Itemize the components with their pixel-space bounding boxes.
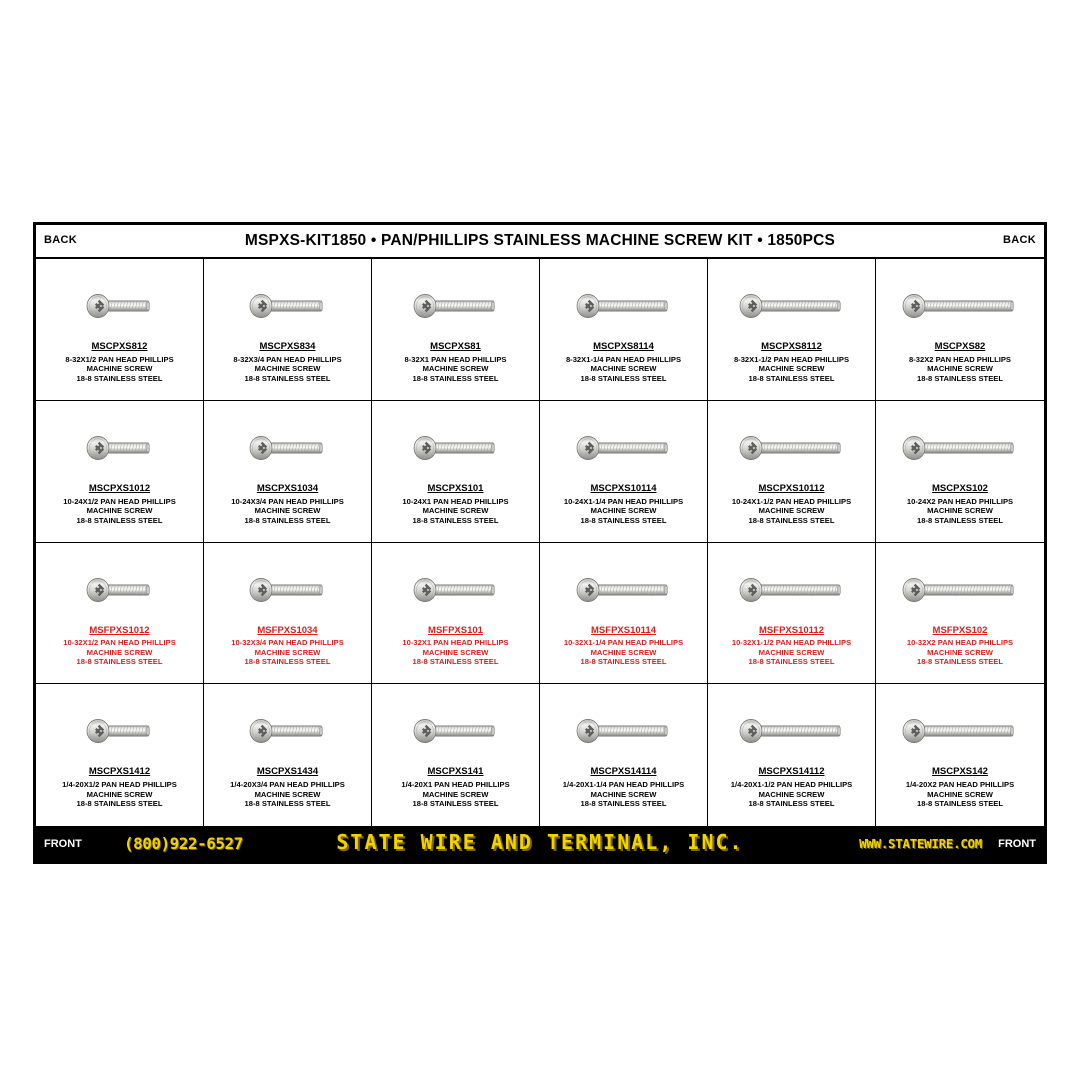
company-name: STATE WIRE AND TERMINAL, INC. <box>336 830 744 854</box>
part-number: MSFPXS10114 <box>591 624 656 636</box>
screw-image <box>410 433 502 463</box>
part-number: MSCPXS14112 <box>758 766 825 778</box>
screw-image <box>899 716 1021 746</box>
screw-image <box>83 291 157 321</box>
screw-image <box>573 716 675 746</box>
part-description-line1: 10-24X1-1/2 PAN HEAD PHILLIPS <box>731 496 852 506</box>
part-description-line2: MACHINE SCREW <box>86 647 153 657</box>
screw-cell <box>372 543 540 685</box>
screw-cell <box>372 401 540 543</box>
part-description-line2: MACHINE SCREW <box>758 506 825 516</box>
part-description-line1: 10-32X3/4 PAN HEAD PHILLIPS <box>231 638 344 648</box>
part-number: MSCPXS82 <box>934 341 986 352</box>
screw-graphic <box>708 413 875 483</box>
part-description-line3: 18-8 STAINLESS STEEL <box>244 373 331 383</box>
part-description-line3: 18-8 STAINLESS STEEL <box>76 373 163 383</box>
part-description-line3: 18-8 STAINLESS STEEL <box>580 373 667 383</box>
part-description-line2: MACHINE SCREW <box>590 789 657 799</box>
screw-graphic <box>36 696 203 766</box>
screw-image <box>899 291 1021 321</box>
screw-cell <box>372 259 540 401</box>
part-description-line1: 8-32X1/2 PAN HEAD PHILLIPS <box>65 354 174 364</box>
screw-cell <box>708 401 876 543</box>
screw-image <box>573 433 675 463</box>
screw-graphic <box>204 271 371 341</box>
part-description-line2: MACHINE SCREW <box>927 364 993 374</box>
part-description-line3: 18-8 STAINLESS STEEL <box>917 799 1003 809</box>
screw-image <box>83 433 157 463</box>
part-number: MSFPXS101 <box>428 624 483 636</box>
screw-graphic <box>708 271 875 341</box>
part-description-line2: MACHINE SCREW <box>422 647 489 657</box>
part-description-line1: 10-24X2 PAN HEAD PHILLIPS <box>906 496 1014 506</box>
screw-grid <box>36 259 1044 826</box>
screw-cell <box>876 684 1044 826</box>
screw-image <box>736 575 848 605</box>
screw-info <box>708 483 875 525</box>
screw-image <box>410 716 502 746</box>
screw-cell <box>36 684 204 826</box>
screw-cell <box>708 259 876 401</box>
screw-cell <box>876 543 1044 685</box>
screw-graphic <box>876 271 1044 341</box>
part-description-line3: 18-8 STAINLESS STEEL <box>748 515 835 525</box>
part-description-line2: MACHINE SCREW <box>422 364 489 374</box>
screw-graphic <box>876 555 1044 625</box>
part-description-line1: 1/4-20X1 PAN HEAD PHILLIPS <box>401 780 510 790</box>
screw-info <box>876 766 1044 808</box>
screw-info <box>540 341 707 383</box>
part-description-line3: 18-8 STAINLESS STEEL <box>412 657 499 667</box>
part-description-line3: 18-8 STAINLESS STEEL <box>748 799 835 809</box>
part-description-line3: 18-8 STAINLESS STEEL <box>580 657 667 667</box>
screw-info <box>204 625 371 667</box>
part-description-line3: 18-8 STAINLESS STEEL <box>76 799 163 809</box>
screw-cell <box>372 684 540 826</box>
screw-graphic <box>876 413 1044 483</box>
screw-info <box>876 625 1044 667</box>
screw-graphic <box>36 555 203 625</box>
part-description-line2: MACHINE SCREW <box>590 506 657 516</box>
screw-cell <box>204 543 372 685</box>
page-title: MSPXS-KIT1850 • PAN/PHILLIPS STAINLESS MACHINE SCREW KIT • 1850PCS <box>244 232 836 249</box>
screw-cell <box>204 684 372 826</box>
part-description-line2: MACHINE SCREW <box>86 789 153 799</box>
part-number: MSFPXS102 <box>932 624 988 636</box>
part-number: MSCPXS10112 <box>758 482 825 494</box>
part-description-line2: MACHINE SCREW <box>254 364 321 374</box>
part-description-line2: MACHINE SCREW <box>422 789 489 799</box>
screw-graphic <box>540 555 707 625</box>
part-description-line1: 1/4-20X1-1/2 PAN HEAD PHILLIPS <box>730 780 853 790</box>
screw-graphic <box>204 555 371 625</box>
part-description-line2: MACHINE SCREW <box>927 789 993 799</box>
part-description-line1: 8-32X2 PAN HEAD PHILLIPS <box>909 354 1011 364</box>
part-description-line1: 10-24X1 PAN HEAD PHILLIPS <box>402 496 509 506</box>
part-number: MSFPXS1034 <box>257 624 318 636</box>
part-description-line1: 1/4-20X1-1/4 PAN HEAD PHILLIPS <box>562 780 685 790</box>
part-description-line3: 18-8 STAINLESS STEEL <box>76 657 163 667</box>
part-number: MSFPXS10112 <box>759 624 824 636</box>
screw-info <box>708 625 875 667</box>
part-description-line1: 10-32X2 PAN HEAD PHILLIPS <box>906 638 1014 648</box>
part-description-line2: MACHINE SCREW <box>927 647 993 657</box>
part-number: MSCPXS1434 <box>256 766 319 778</box>
screw-graphic <box>540 696 707 766</box>
screw-graphic <box>372 413 539 483</box>
screw-info <box>36 341 203 383</box>
part-number: MSFPXS1012 <box>89 624 150 636</box>
screw-graphic <box>708 696 875 766</box>
screw-cell <box>708 543 876 685</box>
part-description-line3: 18-8 STAINLESS STEEL <box>917 515 1003 525</box>
part-description-line2: MACHINE SCREW <box>254 789 321 799</box>
part-description-line1: 8-32X3/4 PAN HEAD PHILLIPS <box>233 354 342 364</box>
part-description-line2: MACHINE SCREW <box>86 364 153 374</box>
website-url: WWW.STATEWIRE.COM <box>859 836 982 851</box>
screw-info <box>36 766 203 808</box>
screw-image <box>410 291 502 321</box>
screw-info <box>204 341 371 383</box>
label-footer <box>36 826 1044 862</box>
part-description-line3: 18-8 STAINLESS STEEL <box>917 657 1003 667</box>
part-number: MSCPXS8112 <box>761 341 822 352</box>
part-description-line3: 18-8 STAINLESS STEEL <box>412 373 499 383</box>
screw-info <box>372 483 539 525</box>
part-description-line1: 1/4-20X1/2 PAN HEAD PHILLIPS <box>62 780 177 790</box>
screw-image <box>246 291 330 321</box>
screw-graphic <box>372 271 539 341</box>
part-number: MSCPXS102 <box>932 482 988 494</box>
back-tag-left: BACK <box>44 234 77 246</box>
part-description-line1: 10-24X1/2 PAN HEAD PHILLIPS <box>63 496 176 506</box>
screw-graphic <box>372 555 539 625</box>
screw-cell <box>36 259 204 401</box>
part-description-line3: 18-8 STAINLESS STEEL <box>244 657 331 667</box>
screw-cell <box>204 259 372 401</box>
screw-image <box>899 575 1021 605</box>
screw-graphic <box>372 696 539 766</box>
screw-info <box>204 766 371 808</box>
part-description-line1: 10-24X3/4 PAN HEAD PHILLIPS <box>231 496 344 506</box>
screw-info <box>708 766 875 808</box>
part-description-line1: 8-32X1 PAN HEAD PHILLIPS <box>404 354 507 364</box>
screw-info <box>540 766 707 808</box>
screw-image <box>410 575 502 605</box>
part-description-line3: 18-8 STAINLESS STEEL <box>748 373 835 383</box>
screw-cell <box>708 684 876 826</box>
part-description-line3: 18-8 STAINLESS STEEL <box>748 657 835 667</box>
part-description-line2: MACHINE SCREW <box>758 364 825 374</box>
screw-image <box>573 291 675 321</box>
screw-image <box>736 716 848 746</box>
screw-cell <box>540 259 708 401</box>
screw-cell <box>540 684 708 826</box>
screw-info <box>708 341 875 383</box>
screw-graphic <box>540 271 707 341</box>
part-description-line2: MACHINE SCREW <box>254 506 321 516</box>
part-number: MSCPXS1012 <box>88 482 151 494</box>
part-description-line2: MACHINE SCREW <box>927 506 993 516</box>
part-description-line1: 8-32X1-1/2 PAN HEAD PHILLIPS <box>733 354 850 364</box>
label-header <box>36 225 1044 259</box>
part-number: MSCPXS1412 <box>88 766 151 778</box>
part-number: MSCPXS834 <box>259 341 316 352</box>
screw-cell <box>204 401 372 543</box>
screw-image <box>246 716 330 746</box>
back-tag-right: BACK <box>1003 234 1036 246</box>
screw-image <box>899 433 1021 463</box>
screw-info <box>540 625 707 667</box>
part-description-line3: 18-8 STAINLESS STEEL <box>580 515 667 525</box>
screw-image <box>736 291 848 321</box>
part-number: MSCPXS141 <box>427 766 484 778</box>
screw-graphic <box>36 413 203 483</box>
part-description-line1: 10-24X1-1/4 PAN HEAD PHILLIPS <box>563 496 684 506</box>
screw-image <box>246 575 330 605</box>
screw-image <box>246 433 330 463</box>
screw-graphic <box>204 696 371 766</box>
front-tag-left: FRONT <box>44 838 82 850</box>
screw-graphic <box>540 413 707 483</box>
screw-cell <box>540 401 708 543</box>
part-number: MSCPXS101 <box>427 482 484 494</box>
screw-image <box>83 575 157 605</box>
screw-kit-label <box>33 222 1047 864</box>
part-description-line3: 18-8 STAINLESS STEEL <box>917 373 1003 383</box>
phone-number: (800)922-6527 <box>124 834 243 853</box>
part-description-line1: 10-32X1 PAN HEAD PHILLIPS <box>402 638 509 648</box>
screw-image <box>573 575 675 605</box>
part-description-line2: MACHINE SCREW <box>590 364 657 374</box>
part-description-line3: 18-8 STAINLESS STEEL <box>244 799 331 809</box>
part-description-line2: MACHINE SCREW <box>758 647 825 657</box>
part-number: MSCPXS8114 <box>593 341 654 352</box>
screw-graphic <box>708 555 875 625</box>
screw-image <box>83 716 157 746</box>
part-description-line1: 10-32X1/2 PAN HEAD PHILLIPS <box>63 638 176 648</box>
screw-cell <box>876 259 1044 401</box>
front-tag-right: FRONT <box>998 838 1036 850</box>
part-description-line3: 18-8 STAINLESS STEEL <box>412 515 499 525</box>
screw-cell <box>36 543 204 685</box>
part-number: MSCPXS14114 <box>590 766 657 778</box>
screw-info <box>540 483 707 525</box>
part-description-line3: 18-8 STAINLESS STEEL <box>580 799 667 809</box>
part-number: MSCPXS10114 <box>590 482 657 494</box>
part-number: MSCPXS81 <box>430 341 481 352</box>
part-description-line1: 8-32X1-1/4 PAN HEAD PHILLIPS <box>565 354 682 364</box>
screw-graphic <box>36 271 203 341</box>
part-description-line1: 10-32X1-1/2 PAN HEAD PHILLIPS <box>731 638 852 648</box>
part-description-line2: MACHINE SCREW <box>590 647 657 657</box>
part-description-line2: MACHINE SCREW <box>758 789 825 799</box>
part-number: MSCPXS812 <box>91 341 148 352</box>
part-description-line2: MACHINE SCREW <box>422 506 489 516</box>
screw-info <box>876 483 1044 525</box>
screw-info <box>876 341 1044 383</box>
screw-info <box>36 483 203 525</box>
screw-info <box>36 625 203 667</box>
part-description-line2: MACHINE SCREW <box>86 506 153 516</box>
screw-info <box>372 341 539 383</box>
screw-info <box>372 625 539 667</box>
screw-cell <box>36 401 204 543</box>
part-number: MSCPXS142 <box>932 766 988 778</box>
screw-graphic <box>204 413 371 483</box>
part-description-line3: 18-8 STAINLESS STEEL <box>412 799 499 809</box>
screw-info <box>204 483 371 525</box>
part-description-line1: 1/4-20X2 PAN HEAD PHILLIPS <box>905 780 1015 790</box>
screw-cell <box>876 401 1044 543</box>
part-number: MSCPXS1034 <box>256 482 319 494</box>
part-description-line3: 18-8 STAINLESS STEEL <box>244 515 331 525</box>
screw-graphic <box>876 696 1044 766</box>
part-description-line2: MACHINE SCREW <box>254 647 321 657</box>
part-description-line1: 10-32X1-1/4 PAN HEAD PHILLIPS <box>563 638 684 648</box>
part-description-line3: 18-8 STAINLESS STEEL <box>76 515 163 525</box>
screw-image <box>736 433 848 463</box>
screw-info <box>372 766 539 808</box>
screw-cell <box>540 543 708 685</box>
part-description-line1: 1/4-20X3/4 PAN HEAD PHILLIPS <box>230 780 345 790</box>
